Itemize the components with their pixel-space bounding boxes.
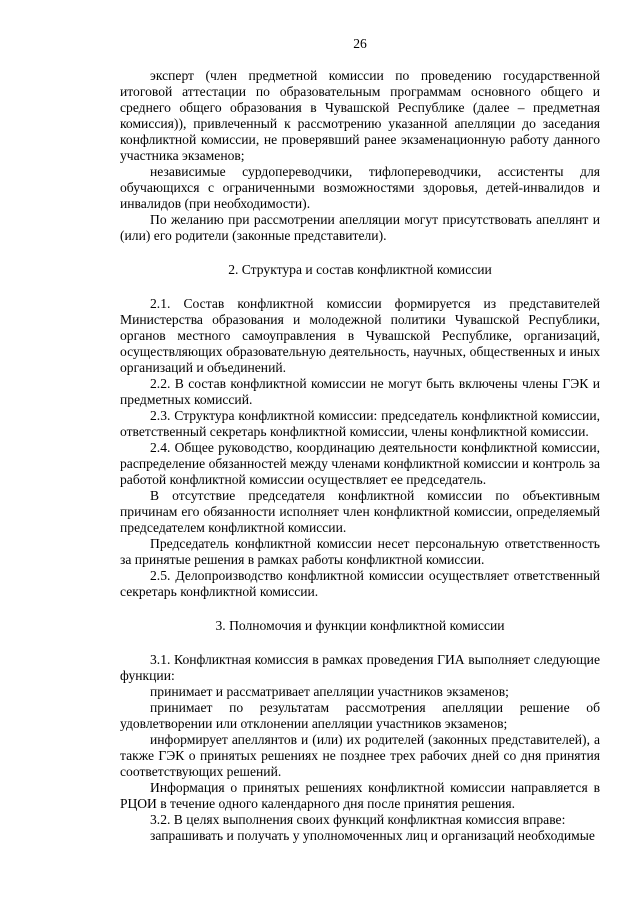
paragraph-2-4: 2.4. Общее руководство, координацию деятельности конфликтной комиссии, распределение обязанностей между членами конфликтной комиссии и контроль за работой конфликтной комиссии осуществляет ее председатель. bbox=[120, 440, 600, 487]
section-title-3: 3. Полномочия и функции конфликтной комиссии bbox=[215, 618, 505, 633]
paragraph-chair-responsibility: Председатель конфликтной комиссии несет персональную ответственность за принятые решения в рамках работы конфликтной комиссии. bbox=[120, 536, 600, 567]
section-title-2: 2. Структура и состав конфликтной комиссии bbox=[228, 262, 492, 277]
paragraph-2-3: 2.3. Структура конфликтной комиссии: председатель конфликтной комиссии, ответственный секретарь конфликтной комиссии, члены конфликтной комиссии. bbox=[120, 408, 600, 439]
paragraph-2-1: 2.1. Состав конфликтной комиссии формируется из представителей Министерства образования и молодежной политики Чувашской Республики, органов местного самоуправления в Чувашской Республике, организаций, осуществляющих образовательную деятельность, научных, общественных и иных организаций и объединений. bbox=[120, 296, 600, 375]
page-number: 26 bbox=[353, 36, 367, 51]
paragraph-accepts-appeals: принимает и рассматривает апелляции участников экзаменов; bbox=[150, 684, 509, 699]
paragraph-request-info: запрашивать и получать у уполномоченных лиц и организаций необходимые bbox=[150, 828, 595, 843]
paragraph-parents: По желанию при рассмотрении апелляции могут присутствовать апеллянт и (или) его родители (законные представители). bbox=[120, 212, 600, 243]
paragraph-3-2: 3.2. В целях выполнения своих функций конфликтная комиссия вправе: bbox=[150, 812, 566, 827]
paragraph-informs: информирует апеллянтов и (или) их родителей (законных представителей), а также ГЭК о принятых решениях не позднее трех рабочих дней со дня принятия соответствующих решений. bbox=[120, 732, 600, 779]
paragraph-chair-absence: В отсутствие председателя конфликтной комиссии по объективным причинам его обязанности исполняет член конфликтной комиссии, определяемый председателем конфликтной комиссии. bbox=[120, 488, 600, 535]
paragraph-expert: эксперт (член предметной комиссии по проведению государственной итоговой аттестации по образовательным программам основного общего и среднего общего образования в Чувашской Республике (далее – предметная комиссия)), привлеченный к рассмотрению указанной апелляции до заседания конфликтной комиссии, не проверявший ранее экзаменационную работу данного участника экзаменов; bbox=[120, 68, 600, 163]
paragraph-3-1: 3.1. Конфликтная комиссия в рамках проведения ГИА выполняет следующие функции: bbox=[120, 652, 600, 683]
paragraph-interpreters: независимые сурдопереводчики, тифлопереводчики, ассистенты для обучающихся с ограниченными возможностями здоровья, детей-инвалидов и инвалидов (при необходимости). bbox=[120, 164, 600, 211]
document-page bbox=[120, 36, 600, 844]
paragraph-2-2: 2.2. В состав конфликтной комиссии не могут быть включены члены ГЭК и предметных комиссий. bbox=[120, 376, 600, 407]
paragraph-rcoi-info: Информация о принятых решениях конфликтной комиссии направляется в РЦОИ в течение одного календарного дня после принятия решения. bbox=[120, 780, 600, 811]
paragraph-decides-appeals: принимает по результатам рассмотрения апелляции решение об удовлетворении или отклонении апелляции участников экзаменов; bbox=[120, 700, 600, 731]
paragraph-2-5: 2.5. Делопроизводство конфликтной комиссии осуществляет ответственный секретарь конфликтной комиссии. bbox=[120, 568, 600, 599]
